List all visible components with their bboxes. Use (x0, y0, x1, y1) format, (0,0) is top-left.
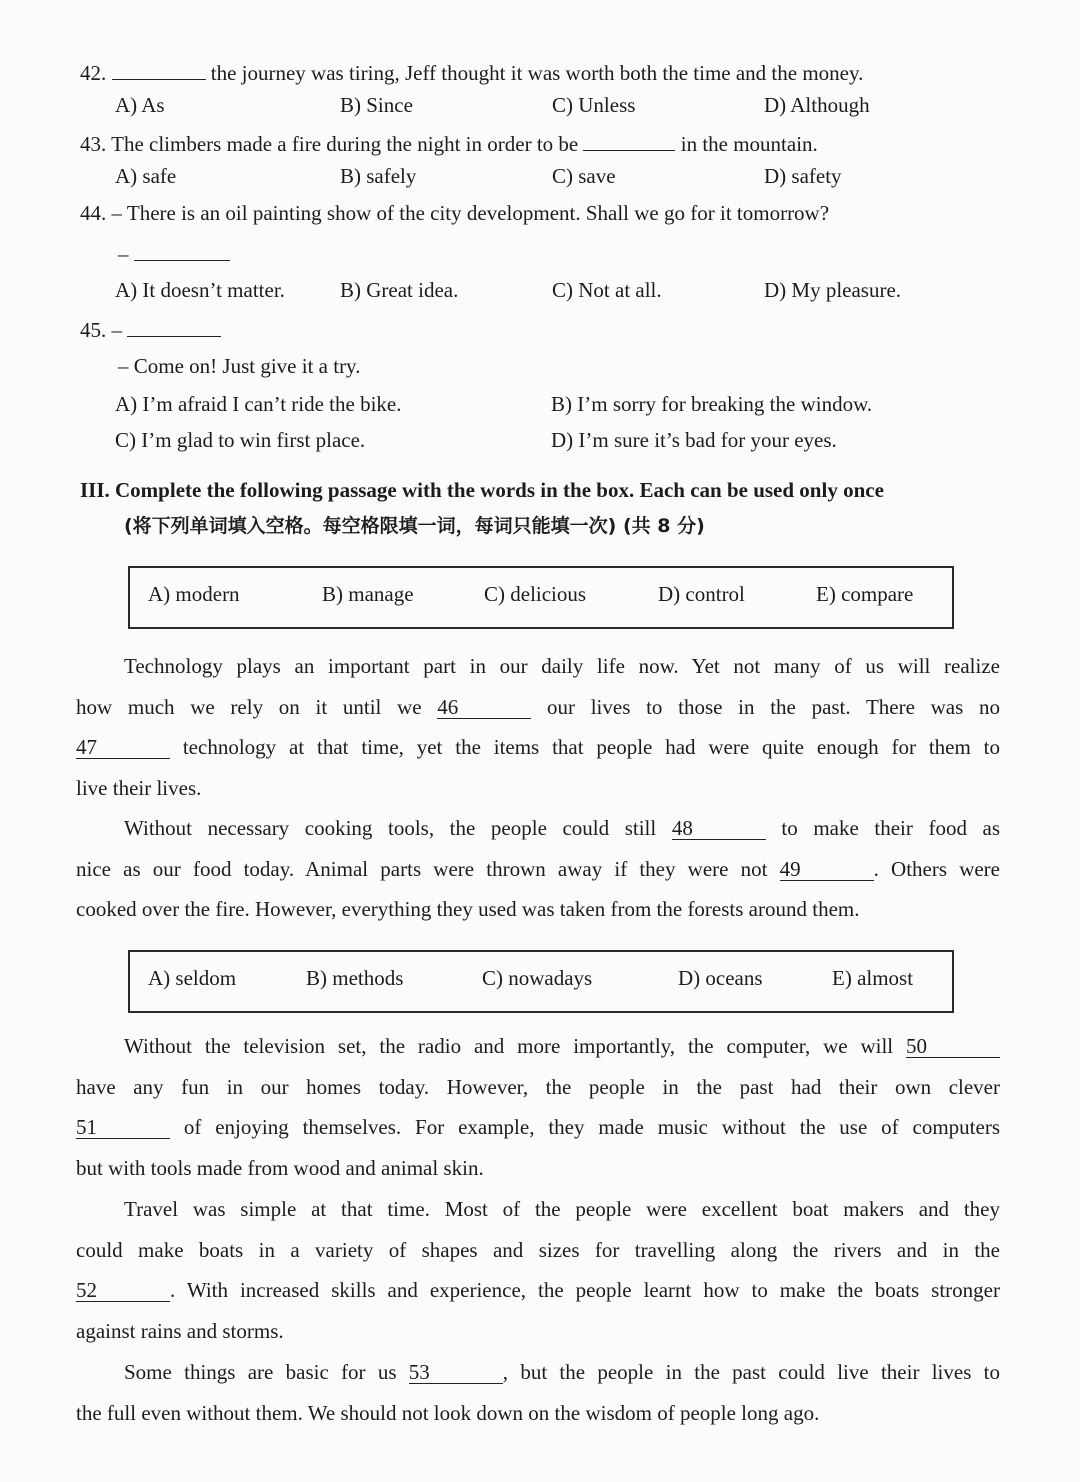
q43-blank[interactable] (583, 128, 675, 151)
blank-48[interactable]: 48 (672, 817, 766, 840)
q43-text-after: in the mountain. (680, 132, 818, 156)
q45-option-a[interactable]: A) I’m afraid I can’t ride the bike. (115, 392, 402, 416)
q45-option-c[interactable]: C) I’m glad to win first place. (115, 428, 366, 452)
q42-blank[interactable] (112, 57, 206, 80)
q44-number: 44. (80, 201, 107, 225)
box2-word-e: E) almost (832, 966, 914, 990)
p3-line1a: Without the television set, the radio and more importantly, the computer, we will (124, 1034, 894, 1058)
q45-reply: – Come on! Just give it a try. (118, 354, 361, 378)
blank-52[interactable]: 52 (76, 1279, 170, 1302)
q43-option-b[interactable]: B) safely (340, 164, 417, 188)
passage-paragraph-2 (76, 808, 1000, 930)
passage-paragraph-4 (76, 1189, 1000, 1351)
blank-51[interactable]: 51 (76, 1116, 170, 1139)
p4-line4: against rains and storms. (76, 1318, 284, 1343)
box1-word-e: E) compare (816, 582, 914, 606)
p5-line1b: , but the people in the past could live their lives to (502, 1360, 1000, 1384)
p3-line3b: of enjoying themselves. For example, they made music without the use of computers (183, 1115, 1000, 1140)
q45-number: 45. (80, 318, 107, 342)
q44-option-a[interactable]: A) It doesn’t matter. (115, 278, 285, 302)
passage-paragraph-3 (76, 1026, 1000, 1188)
q44-option-b[interactable]: B) Great idea. (340, 278, 459, 302)
box1-word-c: C) delicious (484, 582, 587, 606)
p2-line1b: to make their food as (781, 816, 1001, 840)
section3-subheading: (将下列单词填入空格。每空格限填一词，每词只能填一次) (共 8 分) (124, 515, 705, 537)
q42-option-d[interactable]: D) Although (764, 93, 870, 117)
p1-line3b: technology at that time, yet the items that people had were quite enough for them to (182, 735, 1001, 760)
q42-option-b[interactable]: B) Since (340, 93, 413, 117)
q45-option-d[interactable]: D) I’m sure it’s bad for your eyes. (551, 428, 837, 452)
box1-word-a: A) modern (148, 582, 240, 606)
q43-number: 43. (80, 132, 107, 156)
q44-blank[interactable] (134, 238, 230, 261)
p4-line1: Travel was simple at that time. Most of the people were excellent boat makers and they (124, 1197, 1000, 1221)
q44-prompt: – There is an oil painting show of the city development. Shall we go for it tomorrow? (111, 201, 830, 225)
q43-stem (80, 128, 818, 157)
p4-line3b: . With increased skills and experience, the people learnt how to make the boats stronger (170, 1278, 1000, 1303)
p1-line2a: how much we rely on it until we (76, 694, 422, 719)
q45-blank[interactable] (127, 314, 221, 337)
p4-line2: could make boats in a variety of shapes and sizes for travelling along the rivers and in the (76, 1237, 1000, 1262)
q42-stem (80, 57, 863, 86)
p5-line1a: Some things are basic for us (124, 1360, 397, 1384)
word-box-2 (128, 950, 954, 1013)
q44-option-d[interactable]: D) My pleasure. (764, 278, 902, 302)
q42-option-a[interactable]: A) As (115, 93, 165, 117)
q42-text: the journey was tiring, Jeff thought it was worth both the time and the money. (210, 61, 864, 85)
p5-line2: the full even without them. We should not look down on the wisdom of people long ago. (76, 1400, 820, 1425)
p1-line4: live their lives. (76, 775, 202, 800)
q45-stem (80, 314, 221, 343)
p2-line2a: nice as our food today. Animal parts were thrown away if they were not (76, 856, 768, 881)
q44-reply (118, 238, 230, 267)
box1-word-d: D) control (658, 582, 745, 606)
box2-word-a: A) seldom (148, 966, 237, 990)
q44-stem (80, 200, 829, 226)
q42-number: 42. (80, 61, 107, 85)
p2-line2b: . Others were (873, 856, 1000, 881)
box1-word-b: B) manage (322, 582, 414, 606)
q45-dash: – (111, 318, 122, 342)
p2-line1a: Without necessary cooking tools, the people could still (124, 816, 657, 840)
passage-paragraph-1 (76, 646, 1000, 808)
word-box-1 (128, 566, 954, 629)
q44-reply-dash: – (118, 242, 129, 266)
q45-option-b[interactable]: B) I’m sorry for breaking the window. (551, 392, 873, 416)
passage-paragraph-5 (76, 1352, 1000, 1433)
box2-word-c: C) nowadays (482, 966, 593, 990)
box2-word-d: D) oceans (678, 966, 763, 990)
blank-53[interactable]: 53 (409, 1361, 503, 1384)
q43-option-a[interactable]: A) safe (115, 164, 177, 188)
p3-line2: have any fun in our homes today. However, the people in the past had their own clever (76, 1074, 1000, 1099)
p3-line4: but with tools made from wood and animal skin. (76, 1155, 484, 1180)
q43-option-c[interactable]: C) save (552, 164, 616, 188)
blank-46[interactable]: 46 (437, 696, 531, 719)
q43-option-d[interactable]: D) safety (764, 164, 842, 188)
p2-line3: cooked over the fire. However, everything they used was taken from the forests around them. (76, 897, 860, 922)
box2-word-b: B) methods (306, 966, 404, 990)
blank-47[interactable]: 47 (76, 736, 170, 759)
section3-heading: III. Complete the following passage with the words in the box. Each can be used only once (80, 478, 884, 502)
p1-line1: Technology plays an important part in our daily life now. Yet not many of us will realize (124, 654, 1000, 678)
q43-text-before: The climbers made a fire during the night in order to be (111, 132, 579, 156)
p1-line2b: our lives to those in the past. There was no (547, 694, 1001, 719)
q44-option-c[interactable]: C) Not at all. (552, 278, 662, 302)
blank-50[interactable]: 50 (906, 1035, 1000, 1058)
blank-49[interactable]: 49 (780, 858, 874, 881)
q42-option-c[interactable]: C) Unless (552, 93, 636, 117)
